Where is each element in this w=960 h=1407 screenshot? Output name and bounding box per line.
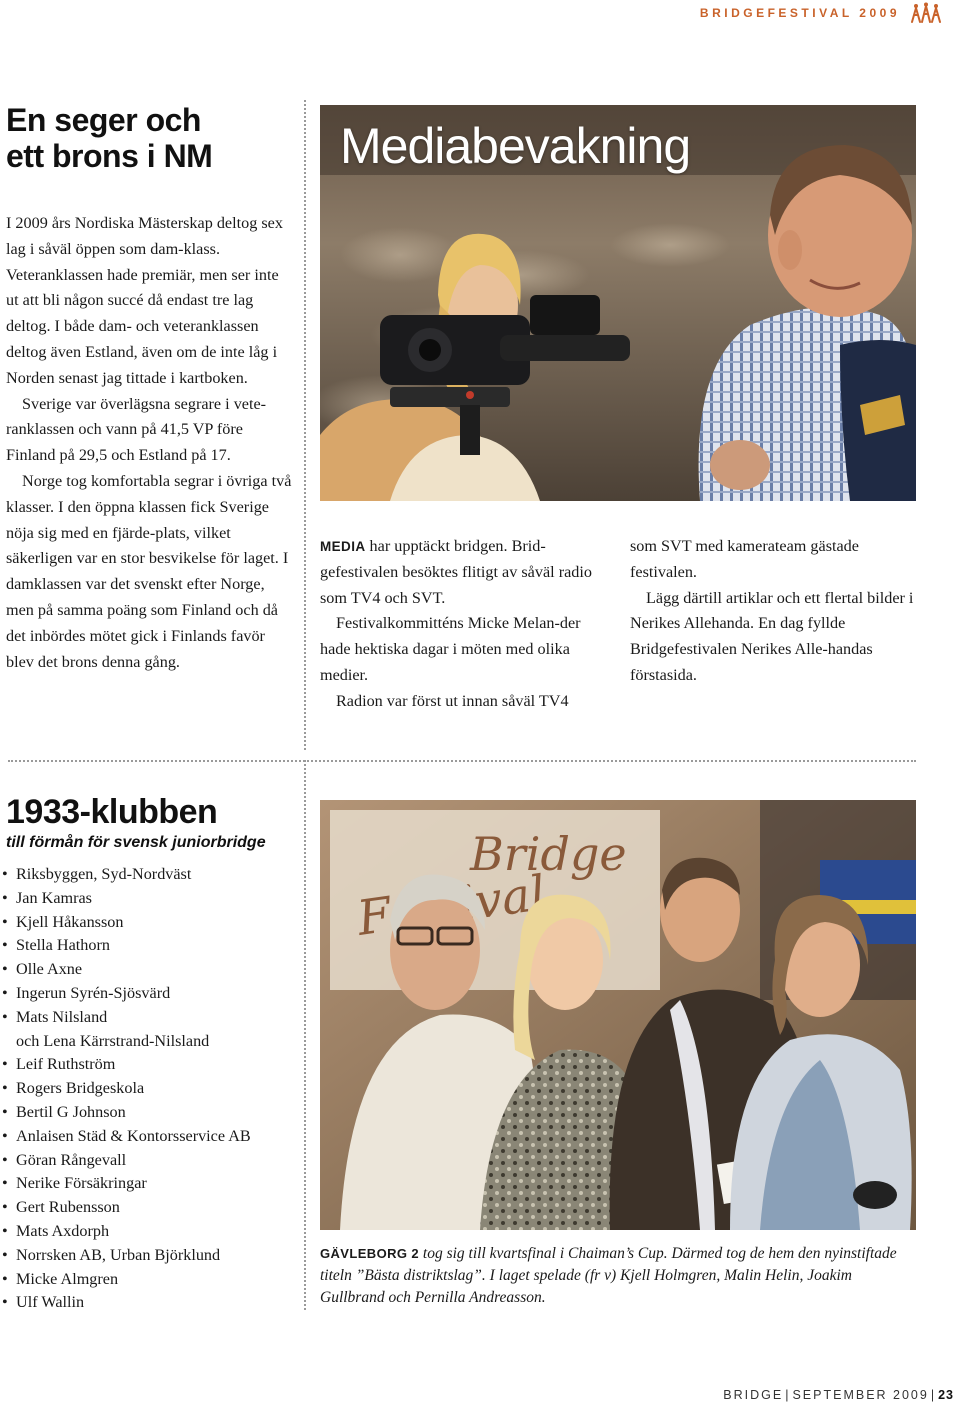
member-name: Riksbyggen, Syd-Nordväst <box>16 865 192 883</box>
media-paragraph-1-text: har upptäckt bridgen. Brid-gefestivalen besöktes flitigt av såväl radio som TV4 och SVT. <box>320 537 592 607</box>
article-title <box>6 102 296 174</box>
list-item <box>0 1268 295 1292</box>
klubben-title: 1933-klubben <box>6 793 218 831</box>
bullet-icon: • <box>2 1245 8 1264</box>
member-name: Ingerun Syrén-Sjösvärd <box>16 983 171 1002</box>
list-item <box>0 1220 295 1244</box>
media-lead-in: MEDIA <box>320 539 366 554</box>
bullet-icon: • <box>2 1269 8 1288</box>
bullet-icon: • <box>2 1221 8 1240</box>
group-photo-caption <box>320 1243 916 1309</box>
member-name: Leif Ruthström <box>16 1055 116 1074</box>
article-paragraph-1: I 2009 års Nordiska Mästerskap deltog sex lag i såväl öppen som dam-klass. Veteranklassen hade premiär, men ser inte ut att bli någon succé då endast tre lag deltog. I både dam- och veteranklassen deltog även Estland, även om de inte låg i Norden senast jag tittade i kartboken. <box>6 214 283 387</box>
list-item <box>0 1149 295 1173</box>
media-paragraph-5: Lägg därtill artiklar och ett flertal bilder i Nerikes Allehanda. En dag fyllde Bridgefestivalen Nerikes Alle-handas förstasida. <box>630 588 914 684</box>
bullet-icon: • <box>2 1079 8 1098</box>
bullet-icon: • <box>2 960 8 979</box>
member-name: Jan Kamras <box>16 888 92 907</box>
list-item <box>0 982 295 1006</box>
list-item <box>0 1244 295 1268</box>
list-item <box>0 1196 295 1220</box>
member-name: och Lena Kärrstrand-Nilsland <box>16 1031 210 1050</box>
bullet-icon: • <box>2 1102 8 1121</box>
bullet-icon: • <box>2 888 8 907</box>
member-name: Norrsken AB, Urban Björklund <box>16 1245 221 1264</box>
media-column-2 <box>630 534 916 689</box>
klubben-member-list <box>0 863 295 1315</box>
media-paragraph-4: som SVT med kamerateam gästade festivalen. <box>630 537 859 581</box>
member-name: Mats Axdorph <box>16 1221 110 1240</box>
member-name: Anlaisen Städ & Kontorsservice AB <box>16 1126 251 1145</box>
article-title-line2: ett brons i NM <box>6 138 213 174</box>
media-column-1 <box>320 534 602 715</box>
running-head: BRIDGEFESTIVAL 2009 <box>699 6 900 20</box>
list-item <box>0 1053 295 1077</box>
list-item <box>0 1291 295 1315</box>
folio-separator: | <box>785 1388 791 1402</box>
list-item <box>0 911 295 935</box>
member-name: Micke Almgren <box>16 1269 119 1288</box>
caption-text: tog sig till kvartsfinal i Chaiman’s Cup. Därmed tog de hem den nyinstiftade titeln ”Bästa distriktslag”. I laget spelade (fr v) Kjell Holmgren, Malin Helin, Joakim Gullbrand och Pernilla Andreasson. <box>320 1245 897 1306</box>
bullet-icon: • <box>2 1293 8 1312</box>
list-item <box>0 1125 295 1149</box>
list-item <box>0 887 295 911</box>
member-name: Rogers Bridgeskola <box>16 1079 145 1098</box>
media-paragraph-3: Radion var först ut innan såväl TV4 <box>336 691 569 710</box>
section-divider <box>8 760 916 762</box>
bullet-icon: • <box>2 1126 8 1145</box>
bullet-icon: • <box>2 1174 8 1193</box>
bullet-icon: • <box>2 912 8 931</box>
list-item <box>0 1077 295 1101</box>
page-number: 23 <box>938 1388 954 1402</box>
list-item <box>0 1101 295 1125</box>
bullet-icon: • <box>2 1198 8 1217</box>
bullet-icon: • <box>2 1055 8 1074</box>
klubben-subtitle: till förmån för svensk juniorbridge <box>6 834 266 851</box>
article-paragraph-2: Sverige var överlägsna segrare i vete-ranklassen och vann på 41,5 VP före Finland på 29,5 och Estland på 17. <box>6 394 267 465</box>
member-name: Nerike Försäkringar <box>16 1174 147 1193</box>
bullet-icon: • <box>2 1150 8 1169</box>
folio-issue: SEPTEMBER 2009 <box>792 1388 929 1402</box>
list-item <box>0 934 295 958</box>
member-name: Mats Nilsland <box>16 1007 108 1026</box>
member-name: Gert Rubensson <box>16 1198 120 1217</box>
media-paragraph-1 <box>320 534 602 611</box>
bullet-icon: • <box>2 1007 8 1026</box>
media-paragraph-2: Festivalkommitténs Micke Melan-der hade hektiska dagar i möten med olika medier. <box>320 614 581 684</box>
bridge-figures-logo-icon <box>906 2 946 24</box>
page-folio <box>723 1388 954 1402</box>
member-name: Olle Axne <box>16 960 83 979</box>
caption-lead-in: GÄVLEBORG 2 <box>320 1246 420 1261</box>
member-name: Stella Hathorn <box>16 936 110 955</box>
list-item <box>0 863 295 887</box>
article-paragraph-3: Norge tog komfortabla segrar i övriga två klasser. I den öppna klassen fick Sverige nöja sig med en fjärde-plats, vilket säkerligen var en stor besvikelse för laget. I damklassen var det svenskt efter Norge, men på samma poäng som Finland och då det inbördes mötet gick i Finlands favör blev det brons denna gång. <box>6 471 292 671</box>
folio-separator: | <box>930 1388 937 1402</box>
member-name: Göran Rångevall <box>16 1150 127 1169</box>
column-divider-bottom <box>304 760 306 1310</box>
group-photo <box>320 800 916 1230</box>
list-item <box>0 1006 295 1030</box>
list-item <box>0 958 295 982</box>
member-name: Ulf Wallin <box>16 1293 85 1312</box>
list-item <box>0 1172 295 1196</box>
list-item <box>0 1030 295 1054</box>
bullet-icon: • <box>2 936 8 955</box>
bullet-icon: • <box>2 865 8 883</box>
member-name: Kjell Håkansson <box>16 912 124 931</box>
bullet-icon: • <box>2 983 8 1002</box>
banner-text-line1: Bridge <box>470 827 627 881</box>
article-body <box>6 211 292 675</box>
member-name: Bertil G Johnson <box>16 1102 126 1121</box>
folio-magazine: BRIDGE <box>723 1388 784 1402</box>
media-title: Mediabevakning <box>340 118 691 174</box>
column-divider-top <box>304 100 306 750</box>
article-title-line1: En seger och <box>6 102 201 138</box>
